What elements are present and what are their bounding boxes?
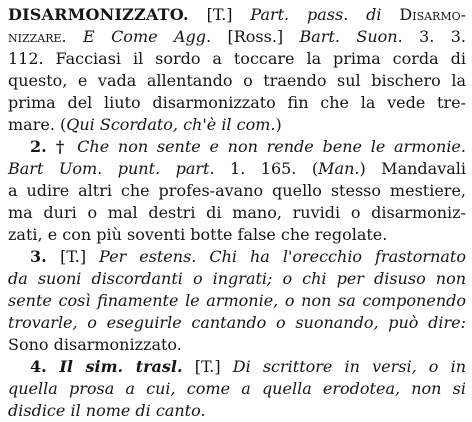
dictionary-entry [8,4,466,422]
entry-text-segment: 3. [30,247,61,266]
entry-line-15 [8,312,466,334]
entry-line-18 [8,378,466,400]
entry-text-segment: Bart. Suon. [299,27,403,46]
entry-line-10 [8,202,466,224]
entry-text-segment: [T.] [188,5,251,24]
entry-text-segment: Disarmo- [399,5,467,24]
entry-line-5 [8,92,466,114]
entry-line-17 [8,356,466,378]
entry-text-segment: nizzare. [8,27,67,46]
entry-line-1 [8,4,466,26]
entry-line-9 [8,180,466,202]
entry-text-segment: E Come Agg. [83,27,212,46]
entry-text-segment: disdice il nome di canto. [8,401,206,420]
entry-text-segment: ) Mandavali [359,159,467,178]
entry-line-16 [8,334,466,356]
entry-text-segment: Bart Uom. punt. part. [8,159,215,178]
entry-line-3 [8,48,466,70]
entry-text-segment: mare. ( [8,115,67,134]
entry-line-11 [8,224,466,246]
headword: DISARMONIZZATO. [8,5,189,24]
entry-text-segment: prima del liuto disarmonizzato fin che la vede tre- [8,93,466,112]
entry-text-segment: 1. 165. ( [214,159,319,178]
entry-text-segment: Part. pass. [250,5,349,24]
entry-text-segment: [T.] [60,247,100,266]
entry-text-segment: [Ross.] [211,27,300,46]
entry-text-segment: questo, e vada allentando o traendo sul bischero la [8,71,466,90]
entry-text-segment: di [348,5,400,24]
entry-line-14 [8,290,466,312]
entry-text-segment: 112. Facciasi il sordo a toccare la prima corda di [8,49,466,68]
entry-text-segment: [T.] [182,357,233,376]
entry-text-segment: 2. † [30,137,78,156]
entry-text-segment: ma duri o mal destri di mano, ruvidi o disarmoniz- [8,203,466,222]
entry-text-segment: 4. [30,357,60,376]
entry-text-segment: Di scrittore in versi, o in [232,357,466,376]
entry-text-segment: sente così finamente le armonie, o non sa componendo [8,291,466,310]
entry-text-segment: trovarle, o eseguirle cantando o suonando, può dire: [8,313,466,332]
entry-text-segment: ) [275,115,282,134]
entry-text-segment: Che non sente e non rende bene le armonie. [77,137,466,156]
entry-line-19 [8,400,466,422]
entry-text-segment: zati, e con più soventi botte false che regolate. [8,225,388,244]
entry-line-4 [8,70,466,92]
entry-text-segment: Il sim. trasl. [59,357,183,376]
entry-text-segment: Sono disarmonizzato. [8,335,182,354]
entry-text-segment: quella prosa a cui, come a quella erodotea, non si [8,379,466,398]
entry-line-12 [8,246,466,268]
entry-line-6 [8,114,466,136]
entry-line-13 [8,268,466,290]
entry-text-segment [67,27,83,46]
entry-text-segment: 3. 3. [402,27,466,46]
entry-line-2 [8,26,466,48]
entry-text-segment: Qui Scordato, ch'è il com. [66,115,276,134]
entry-text-segment: da suoni discordanti o ingrati; o chi per disuso non [8,269,466,288]
entry-line-7 [8,136,466,158]
entry-text-segment: Man. [318,159,360,178]
entry-text-segment: Per estens. Chi ha l'orecchio frastornato [99,247,466,266]
entry-text-segment: a udire altri che profes-avano quello stesso mestiere, [8,181,466,200]
entry-line-8 [8,158,466,180]
